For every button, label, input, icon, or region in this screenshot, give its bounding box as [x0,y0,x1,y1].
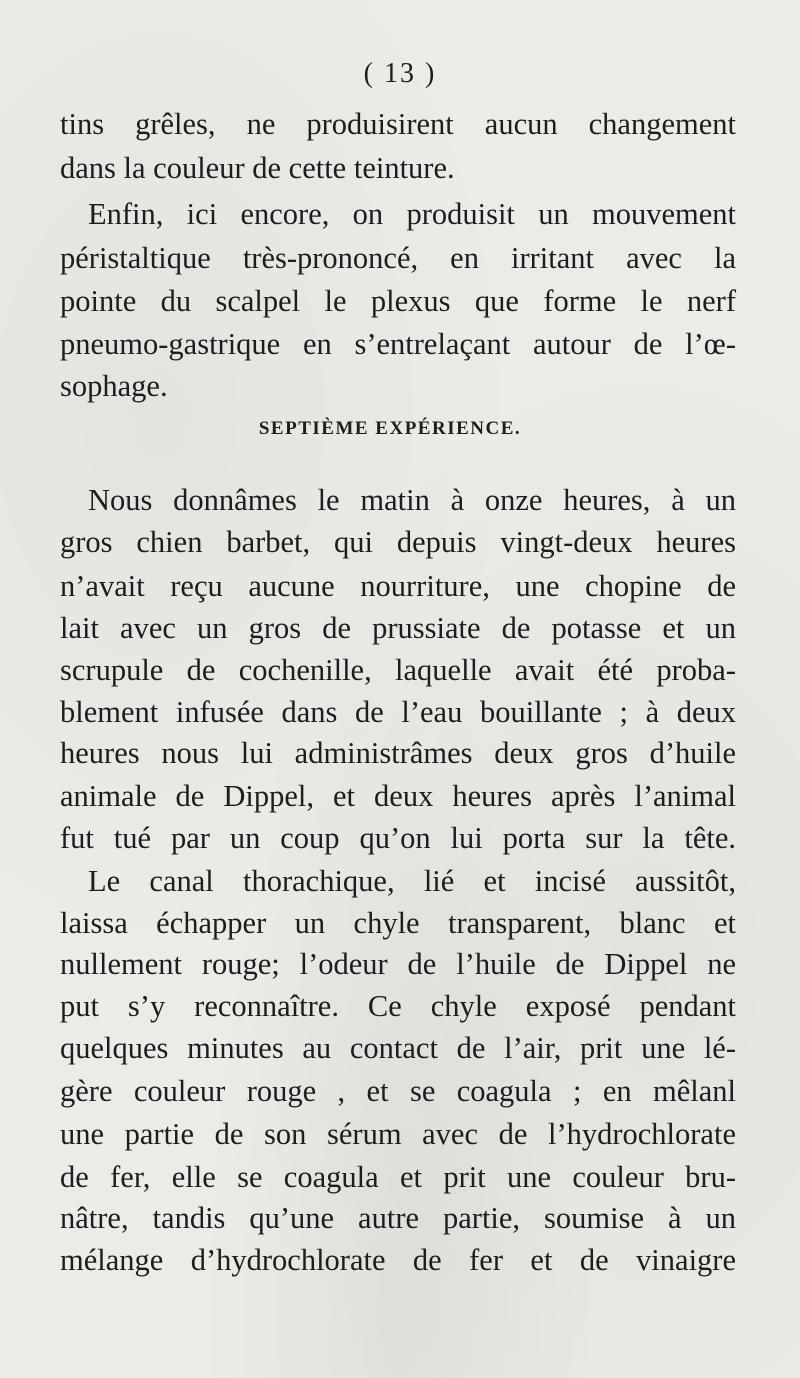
text-line: tins grêles, ne produisirent aucun changement [60,107,736,141]
text-line: sophage. [60,369,168,403]
text-line: lait avec un gros de prussiate de potasse et un [60,611,736,645]
text-line: Le canal thorachique, lié et incisé aussitôt, [88,864,736,898]
text-line: pneumo-gastrique en s’entrelaçant autour de l’œ- [60,327,736,361]
text-line: Enfin, ici encore, on produisit un mouvement [88,197,736,231]
text-line: mélange d’hydrochlorate de fer et de vinaigre [60,1243,736,1277]
text-line: dans la couleur de cette teinture. [60,151,455,185]
page-number: ( 13 ) [363,58,437,89]
text-line: quelques minutes au contact de l’air, prit une lé- [60,1031,736,1065]
text-line: scrupule de cochenille, laquelle avait été proba- [60,653,736,687]
text-line: laissa échapper un chyle transparent, blanc et [60,906,736,940]
text-line: nullement rouge; l’odeur de l’huile de Dippel ne [60,947,736,981]
text-line: heures nous lui administrâmes deux gros d’huile [60,736,736,770]
text-line: une partie de son sérum avec de l’hydrochlorate [60,1117,736,1151]
section-heading: SEPTIÈME EXPÉRIENCE. [258,418,522,439]
text-line: put s’y reconnaître. Ce chyle exposé pendant [60,989,736,1023]
text-line: animale de Dippel, et deux heures après l’animal [60,779,736,813]
text-line: pointe du scalpel le plexus que forme le nerf [60,284,736,318]
text-line: Nous donnâmes le matin à onze heures, à un [88,483,736,517]
text-line: péristaltique très-prononcé, en irritant avec la [60,241,736,275]
text-line: n’avait reçu aucune nourriture, une chopine de [60,569,736,603]
text-line: gros chien barbet, qui depuis vingt-deux heures [60,525,736,559]
text-line: blement infusée dans de l’eau bouillante ; à deux [60,695,736,729]
text-line: fut tué par un coup qu’on lui porta sur la tête. [60,821,736,855]
text-line: de fer, elle se coagula et prit une couleur bru- [60,1160,736,1194]
text-line: nâtre, tandis qu’une autre partie, soumise à un [60,1201,736,1235]
text-line: gère couleur rouge , et se coagula ; en mêlanl [60,1074,736,1108]
